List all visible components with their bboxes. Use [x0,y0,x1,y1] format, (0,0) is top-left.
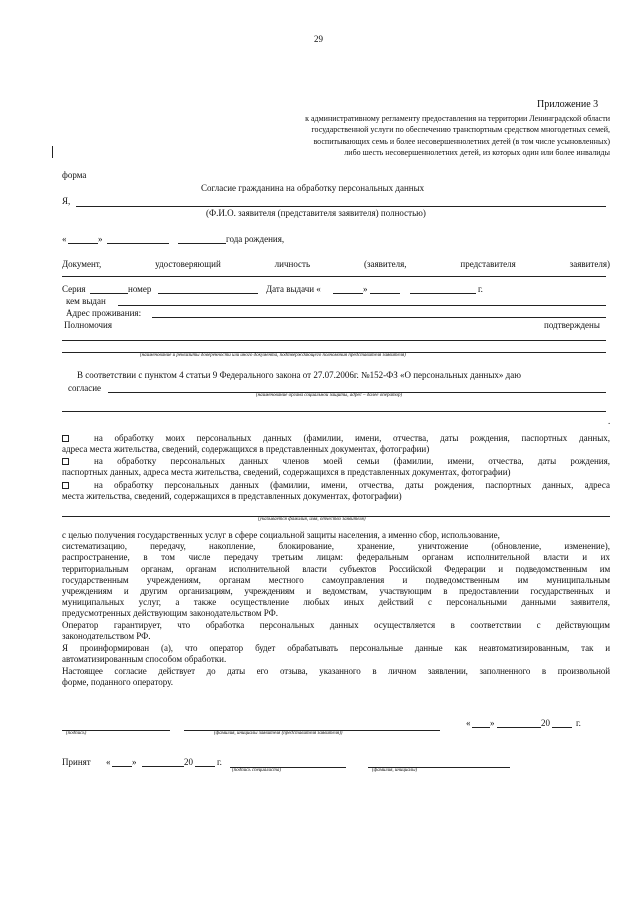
accepted-quote-open: « [106,757,111,767]
birth-year-label: года рождения, [226,234,285,244]
guarantee-line: законодательством РФ. [62,631,151,642]
applicant-name-caption: (фамилия, инициалы заявителя (представителя заявителя)) [214,731,343,736]
appendix-line: воспитывающих семь и более несовершеннолетних детей (в том числе усыновленных) [313,136,610,146]
appendix-line: либо шесть несовершеннолетних детей, из которых один или более инвалиды [344,148,610,158]
address-label: Адрес проживания: [66,308,142,318]
specialist-caption: (подпись специалиста) [232,768,282,773]
initials-caption: (фамилия, инициалы) [372,768,418,773]
issue-year-line[interactable] [410,293,476,294]
appendix-line: к административному регламенту предоставления на территории Ленинградской области [305,114,610,123]
issue-year-label: г. [478,284,483,294]
sign-year-line[interactable] [552,727,572,728]
signature-caption: (подпись) [66,731,87,736]
option-2-lead: на обработку персональных данных членов моей семьи (фамилии, имени, отчества, даты рождения, [94,456,610,466]
informed-line: автоматизированным способом обработки. [62,654,227,665]
birth-quote-close: » [98,234,103,244]
accepted-label: Принят [62,757,91,767]
sign-year-prefix: 20 [541,718,550,728]
option-1 [62,433,610,455]
authority-caption: (наименование и реквизиты доверенности или иного документа, подтверждающего полномочия представителя заявителя) [140,353,406,358]
page-number: 29 [314,34,323,44]
document-word: (заявителя, [363,259,407,269]
checkbox-family-data[interactable] [62,456,72,467]
checkbox-icon [62,458,69,465]
checkbox-own-data[interactable] [62,433,72,444]
sign-day-line[interactable] [472,727,490,728]
appendix-title: Приложение 3 [537,99,599,110]
operator-input-line-2[interactable] [62,411,606,412]
validity-line: форме, поданного оператору. [62,677,173,688]
informed-line: Я проинформирован (а), что оператор будет обрабатывать персональные данные как неавтоматизированным, так и [62,643,610,653]
i-label: Я, [62,196,71,206]
validity-line: Настоящее согласие действует до даты его отзыва, указанного в личном заявлении, заполненного в произвольной [62,666,610,676]
guarantee-paragraph [62,620,610,642]
checkbox-icon [62,435,69,442]
purpose-line: распространение, в том числе передачу третьим лицам: федеральным органам исполнительной власти и их [62,552,610,563]
option-2 [62,456,610,478]
accepted-year-line[interactable] [195,766,215,767]
option-3-lead: на обработку персональных данных (фамилии, имени, отчества, даты рождения, паспортных данных, адреса [94,480,610,490]
purpose-line: с целью получения государственных услуг в сфере социальной защиты населения, а именно сбор, использование, [62,530,500,540]
birth-year-line[interactable] [178,243,226,244]
document-input-line[interactable] [62,276,606,277]
number-label: номер [128,284,152,294]
accepted-month-line[interactable] [142,766,184,767]
accepted-year-suffix: г. [217,757,222,767]
sign-date-quote-close: » [490,718,495,728]
option-3 [62,480,610,502]
series-input-line[interactable] [90,293,128,294]
issued-by-input-line[interactable] [118,305,606,306]
text-cursor [52,146,53,158]
option-2-tail: паспортных данных, адреса места жительства, сведений, содержащихся в представленных документах, фотографии) [62,467,511,478]
person-caption: (указывается фамилия, имя, отчество заявителя) [258,517,366,522]
law-reference: В соответствии с пунктом 4 статьи 9 Федерального закона от 27.07.2006г. №152-ФЗ «О персональных данных» даю [77,370,521,380]
confirmed-label: подтверждены [544,320,600,330]
option-3-tail: места жительства, сведений, содержащихся в представленных документах, фотографии) [62,491,402,502]
issue-date-label: Дата выдачи « [266,284,321,294]
informed-paragraph [62,643,610,665]
purpose-line: систематизацию, передачу, накопление, блокирование, хранение, уничтожение (обновление, изменение), [62,541,610,552]
dot-mark: . [608,416,611,426]
purpose-line: территориальным органам, органам исполнительной власти субъектов Российской Федерации и подведомственным им [62,563,610,574]
form-label: форма [62,170,87,180]
sign-year-suffix: г. [576,718,581,728]
document-title: Согласие гражданина на обработку персональных данных [201,183,425,193]
document-word: личность [274,259,311,269]
purpose-line: учреждениям и другим организациям, учреждениям и ведомствам, участвующим в предоставлении государственных и [62,586,610,597]
document-word: Документ, [62,259,102,269]
number-input-line[interactable] [158,293,258,294]
checkbox-icon [62,482,69,489]
accepted-year-prefix: 20 [184,757,193,767]
issue-day-line[interactable] [333,293,363,294]
document-row [62,259,610,269]
document-word: заявителя) [569,259,610,269]
validity-paragraph [62,666,610,688]
appendix-note [305,113,610,159]
authority-label: Полномочия [64,320,112,330]
birth-quote-open: « [62,234,67,244]
fio-caption: (Ф.И.О. заявителя (представителя заявителя) полностью) [206,208,426,218]
guarantee-line: Оператор гарантирует, что обработка персональных данных осуществляется в соответствии с действующим [62,620,610,630]
issue-month-line[interactable] [370,293,400,294]
option-1-tail: адреса места жительства, сведений, содержащихся в представленных документах, фотографии) [62,444,430,455]
accepted-day-line[interactable] [112,766,132,767]
purpose-line: предусмотренных действующим законодательством РФ. [62,608,278,619]
sign-date-quote-open: « [466,718,471,728]
operator-caption: (наименование органа социальной защиты, адрес – далее оператор) [256,393,403,398]
purpose-line: муниципальных услуг, а также осуществление любых иных действий с персональными данными заявителя, [62,597,610,608]
document-word: представителя [460,259,516,269]
accepted-quote-close: » [132,757,137,767]
address-input-line[interactable] [152,317,606,318]
purpose-line: государственным учреждениям, органам местного самоуправления и подведомственным им муниципальным [62,574,610,585]
document-word: удостоверяющий [155,259,221,269]
checkbox-other-data[interactable] [62,480,72,491]
sign-month-line[interactable] [497,727,541,728]
issued-by-label: кем выдан [66,296,106,306]
issue-quote-close: » [363,284,368,294]
birth-month-line[interactable] [107,243,169,244]
option-1-lead: на обработку моих персональных данных (фамилии, имени, отчества, даты рождения, паспортных данных, [94,433,610,443]
fio-input-line[interactable] [76,206,606,207]
purpose-paragraph [62,530,610,620]
authority-input-line[interactable] [62,340,606,341]
birth-day-line[interactable] [68,243,98,244]
option-2-first-row [62,456,610,467]
series-label: Серия [62,284,86,294]
appendix-line: государственной услуги по обеспечению транспортным средством многодетных семей, [311,125,610,135]
option-3-first-row [62,480,610,491]
option-1-first-row [62,433,610,444]
consent-label: согласие [68,383,102,393]
